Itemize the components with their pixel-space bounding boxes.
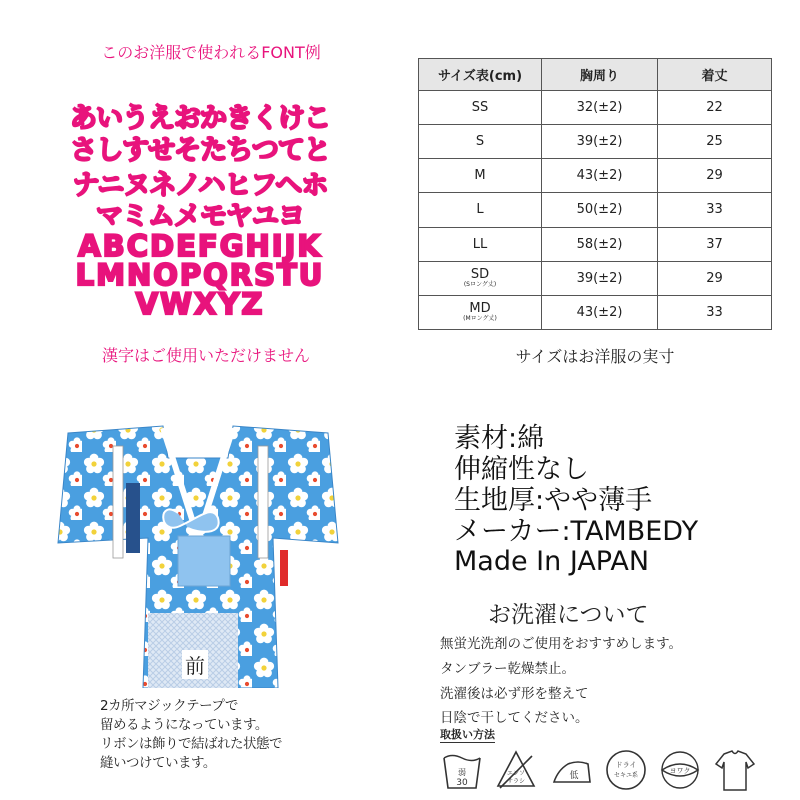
- washing-line-1: 無蛍光洗剤のご使用をおすすめします。: [440, 636, 683, 652]
- svg-text:サラシ: サラシ: [506, 778, 526, 785]
- length-cell: 33: [658, 295, 772, 329]
- chest-cell: 39(±2): [542, 261, 658, 295]
- wash-30-icon: [440, 748, 484, 792]
- header-chest: 胸周り: [542, 59, 658, 91]
- shade-dry-icon: [710, 748, 760, 792]
- length-cell: 22: [658, 91, 772, 125]
- size-table-header-row: [419, 59, 772, 91]
- font-sample-row-7: VWXYZ: [135, 287, 265, 321]
- front-label: 前: [182, 650, 208, 679]
- size-cell: L: [419, 193, 542, 227]
- washing-line-4: 日陰で干してください。: [440, 710, 589, 726]
- material-line-1: 素材:綿: [454, 423, 545, 454]
- length-cell: 37: [658, 227, 772, 261]
- svg-text:ヨワク: ヨワク: [669, 767, 691, 775]
- size-table: [418, 58, 772, 330]
- washing-line-2: タンブラー乾燥禁止。: [440, 661, 575, 677]
- size-cell: S: [419, 125, 542, 159]
- size-cell: MD (Mロング丈): [419, 295, 542, 329]
- chest-cell: 43(±2): [542, 159, 658, 193]
- size-note: サイズはお洋服の実寸: [515, 347, 675, 366]
- table-row: [419, 125, 772, 159]
- chest-cell: 32(±2): [542, 91, 658, 125]
- table-row: [419, 227, 772, 261]
- table-row: [419, 91, 772, 125]
- dry-clean-petroleum-icon: [604, 748, 648, 792]
- table-row: [419, 261, 772, 295]
- font-sample-title: このお洋服で使われるFONT例: [101, 43, 321, 62]
- kanji-note: 漢字はご使用いただけません: [101, 346, 310, 365]
- svg-text:セキユ系: セキユ系: [613, 772, 639, 779]
- size-subnote: (Mロング丈): [463, 315, 497, 323]
- svg-text:30: 30: [456, 778, 468, 788]
- length-cell: 25: [658, 125, 772, 159]
- material-line-3: 生地厚:やや薄手: [454, 485, 653, 516]
- chest-cell: 43(±2): [542, 295, 658, 329]
- caption-line-3: リボンは飾りで結ばれた状態で: [100, 736, 282, 752]
- washing-title: お洗濯について: [488, 602, 649, 628]
- caption-line-4: 縫いつけています。: [100, 755, 216, 771]
- iron-low-icon: [548, 748, 596, 792]
- material-line-5: Made In JAPAN: [454, 546, 650, 577]
- chest-cell: 39(±2): [542, 125, 658, 159]
- table-row: [419, 193, 772, 227]
- svg-text:エンソ: エンソ: [506, 770, 526, 777]
- length-cell: 29: [658, 159, 772, 193]
- size-cell: SS: [419, 91, 542, 125]
- header-length: 着丈: [658, 59, 772, 91]
- table-row: [419, 295, 772, 329]
- chest-cell: 50(±2): [542, 193, 658, 227]
- no-chlorine-bleach-icon: [494, 748, 538, 792]
- font-sample-row-5: ABCDEFGHIJK: [78, 229, 322, 263]
- font-sample-row-3: ナニヌネノハヒフヘホ: [72, 170, 328, 201]
- svg-text:低: 低: [569, 771, 579, 781]
- svg-text:弱: 弱: [458, 768, 466, 777]
- material-line-2: 伸縮性なし: [454, 454, 589, 485]
- header-size: サイズ表(cm): [419, 59, 542, 91]
- length-cell: 29: [658, 261, 772, 295]
- font-sample-row-1: あいうえおかきくけこ: [70, 103, 330, 134]
- svg-text:ドライ: ドライ: [615, 761, 637, 769]
- care-label: 取扱い方法: [440, 728, 495, 741]
- washing-line-3: 洗濯後は必ず形を整えて: [440, 686, 589, 702]
- font-sample-row-2: さしすせそたちつてと: [70, 135, 330, 166]
- caption-line-2: 留めるようになっています。: [100, 717, 268, 733]
- length-cell: 33: [658, 193, 772, 227]
- size-cell: M: [419, 159, 542, 193]
- material-line-4: メーカー:TAMBEDY: [454, 516, 699, 547]
- caption-line-1: 2カ所マジックテープで: [100, 698, 238, 714]
- table-row: [419, 159, 772, 193]
- chest-cell: 58(±2): [542, 227, 658, 261]
- font-sample-row-6: LMNOPQRSTU: [75, 258, 325, 292]
- font-sample-row-4: マミムメモヤユヨ: [96, 201, 304, 232]
- size-subnote: (Sロング丈): [463, 281, 497, 289]
- size-cell: SD (Sロング丈): [419, 261, 542, 295]
- yukata-garment-image: [48, 418, 348, 688]
- hang-dry-icon: [658, 748, 702, 792]
- size-cell: LL: [419, 227, 542, 261]
